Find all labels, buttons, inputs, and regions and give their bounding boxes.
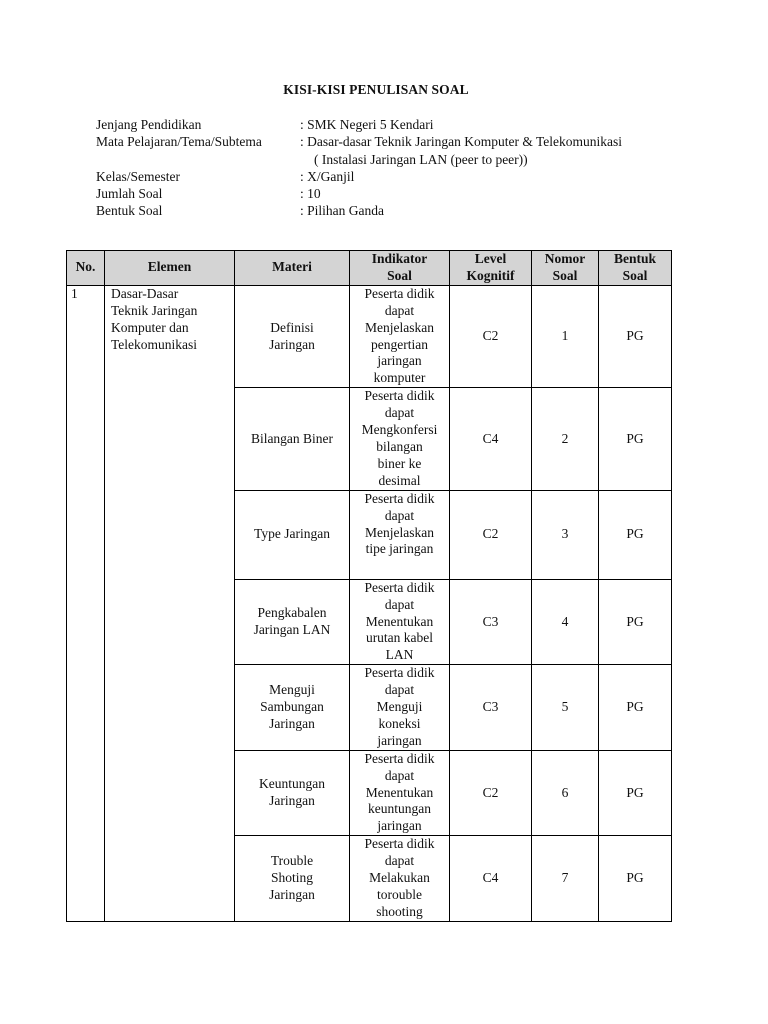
cell-indikator: Peserta didik dapat Menguji koneksi jaringan [350, 665, 450, 751]
meta-label [96, 151, 300, 168]
meta-row-jumlah-soal [96, 185, 622, 202]
cell-nomor: 6 [532, 750, 599, 836]
table-row [67, 285, 672, 387]
meta-label: Kelas/Semester [96, 168, 180, 184]
meta-row-mata-pelajaran-cont [96, 151, 622, 168]
cell-materi: Bilangan Biner [235, 388, 350, 490]
header-nomor-soal: Nomor Soal [532, 251, 599, 286]
kisi-kisi-table [66, 250, 672, 922]
header-elemen: Elemen [105, 251, 235, 286]
cell-level: C4 [450, 388, 532, 490]
cell-level: C2 [450, 285, 532, 387]
document-title: KISI-KISI PENULISAN SOAL [283, 82, 469, 97]
cell-nomor: 3 [532, 490, 599, 579]
cell-level: C4 [450, 836, 532, 922]
cell-bentuk: PG [599, 750, 672, 836]
cell-level: C3 [450, 579, 532, 665]
cell-no: 1 [67, 285, 105, 921]
cell-bentuk: PG [599, 490, 672, 579]
meta-label: Bentuk Soal [96, 203, 163, 219]
cell-bentuk: PG [599, 665, 672, 751]
header-bentuk-soal: Bentuk Soal [599, 251, 672, 286]
meta-row-kelas [96, 168, 622, 185]
meta-row-mata-pelajaran [96, 133, 622, 150]
cell-materi: Keuntungan Jaringan [235, 750, 350, 836]
meta-value: : Pilihan Ganda [300, 203, 384, 219]
cell-nomor: 5 [532, 665, 599, 751]
cell-materi: Type Jaringan [235, 490, 350, 579]
cell-materi: Definisi Jaringan [235, 285, 350, 387]
cell-indikator: Peserta didik dapat Menjelaskan tipe jaringan [350, 490, 450, 579]
meta-label: Jenjang Pendidikan [96, 117, 202, 132]
cell-elemen: Dasar-Dasar Teknik Jaringan Komputer dan Telekomunikasi [105, 285, 235, 921]
header-indikator-soal: Indikator Soal [350, 251, 450, 286]
cell-bentuk: PG [599, 836, 672, 922]
cell-materi: Pengkabalen Jaringan LAN [235, 579, 350, 665]
cell-nomor: 4 [532, 579, 599, 665]
header-materi: Materi [235, 251, 350, 286]
cell-materi: Trouble Shoting Jaringan [235, 836, 350, 922]
meta-value: : 10 [300, 186, 321, 202]
header-no: No. [67, 251, 105, 286]
cell-nomor: 7 [532, 836, 599, 922]
cell-indikator: Peserta didik dapat Menentukan urutan kabel LAN [350, 579, 450, 665]
cell-nomor: 1 [532, 285, 599, 387]
cell-nomor: 2 [532, 388, 599, 490]
meta-value: ( Instalasi Jaringan LAN (peer to peer)) [314, 151, 528, 167]
meta-label: Jumlah Soal [96, 186, 163, 202]
meta-value: : SMK Negeri 5 Kendari [300, 117, 434, 132]
header-level-kognitif: Level Kognitif [450, 251, 532, 286]
cell-bentuk: PG [599, 388, 672, 490]
cell-indikator: Peserta didik dapat Menjelaskan pengertian jaringan komputer [350, 285, 450, 387]
cell-indikator: Peserta didik dapat Mengkonfersi bilangan biner ke desimal [350, 388, 450, 490]
meta-label: Mata Pelajaran/Tema/Subtema [96, 134, 262, 150]
cell-bentuk: PG [599, 579, 672, 665]
cell-level: C2 [450, 750, 532, 836]
cell-materi: Menguji Sambungan Jaringan [235, 665, 350, 751]
cell-level: C3 [450, 665, 532, 751]
cell-level: C2 [450, 490, 532, 579]
meta-value: : Dasar-dasar Teknik Jaringan Komputer & Telekomunikasi [300, 134, 623, 150]
cell-indikator: Peserta didik dapat Melakukan torouble shooting [350, 836, 450, 922]
cell-bentuk: PG [599, 285, 672, 387]
table-header-row [67, 251, 672, 286]
document-meta [96, 116, 622, 220]
meta-row-jenjang [96, 116, 622, 133]
cell-indikator: Peserta didik dapat Menentukan keuntungan jaringan [350, 750, 450, 836]
meta-value: : X/Ganjil [300, 168, 355, 184]
meta-row-bentuk-soal [96, 202, 622, 219]
